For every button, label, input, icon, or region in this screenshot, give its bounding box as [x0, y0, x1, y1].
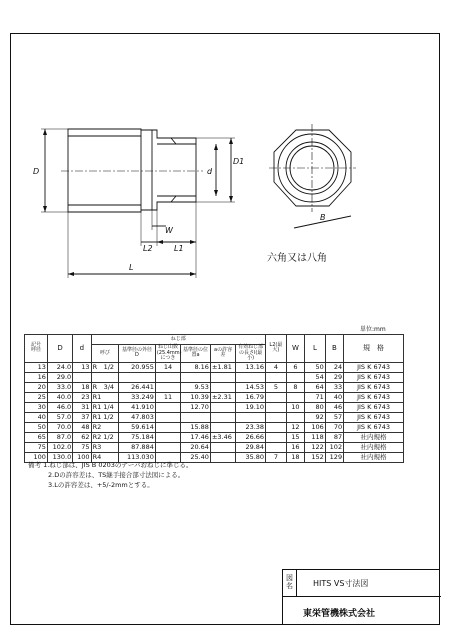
table-cell-od: 33.249: [119, 392, 156, 402]
table-cell-yobi: R1: [91, 392, 119, 402]
col-base-pos: 基準径の位置a: [181, 345, 211, 363]
table-cell-a: [181, 372, 211, 382]
table-cell-L: 71: [305, 392, 326, 402]
remarks: [28, 460, 193, 490]
table-cell-W: [286, 372, 304, 382]
table-cell-yobi: [91, 372, 119, 382]
table-cell-l: 26.66: [236, 432, 266, 442]
table-cell-d: 48: [73, 422, 91, 432]
table-cell-spec: JIS K 6743: [344, 372, 404, 382]
col-L2: L2(最大): [266, 335, 287, 363]
table-cell-D: 87.0: [47, 432, 72, 442]
table-cell-yobi: R1 1/2: [91, 412, 119, 422]
col-nominal: 記号 呼径: [25, 335, 48, 363]
dim-B-label: B: [320, 213, 326, 222]
table-cell-atol: [210, 422, 235, 432]
table-cell-W: [286, 412, 304, 422]
table-cell-od: 41.910: [119, 402, 156, 412]
table-cell-spec: 社内規格: [344, 442, 404, 452]
remark-line: 備考 1.ねじ部は、JIS B 0203のテーパおねじに準じる。: [28, 461, 193, 469]
dim-L2-label: L2: [143, 244, 153, 253]
table-cell-spec: JIS K 6743: [344, 412, 404, 422]
table-cell-L: 92: [305, 412, 326, 422]
table-cell-d: 18: [73, 382, 91, 392]
arrow: [229, 196, 233, 202]
table-cell-od: 26.441: [119, 382, 156, 392]
table-row: [25, 392, 404, 402]
table-cell-tpi: [155, 402, 180, 412]
dim-W-label: W: [165, 226, 173, 235]
arrow: [190, 272, 196, 276]
table-cell-l: 35.80: [236, 452, 266, 462]
table-cell-spec: JIS K 6743: [344, 402, 404, 412]
table-cell-n: 40: [25, 412, 48, 422]
col-W: W: [286, 335, 304, 363]
table-cell-W: 12: [286, 422, 304, 432]
title-row: [283, 570, 441, 597]
table-cell-L2: [266, 422, 287, 432]
table-cell-B: 57: [325, 412, 343, 422]
table-row: [25, 382, 404, 392]
table-cell-L: 50: [305, 362, 326, 372]
title-block: [282, 569, 440, 625]
table-cell-B: 33: [325, 382, 343, 392]
table-row: [25, 362, 404, 372]
table-cell-spec: JIS K 6743: [344, 422, 404, 432]
table-cell-a: 15.88: [181, 422, 211, 432]
table-cell-L2: 4: [266, 362, 287, 372]
table-cell-D: 130.0: [47, 452, 72, 462]
table-cell-L2: 7: [266, 452, 287, 462]
table-cell-W: 6: [286, 362, 304, 372]
table-cell-tpi: [155, 442, 180, 452]
table-cell-l: 14.53: [236, 382, 266, 392]
arrow: [43, 129, 47, 135]
table-cell-atol: ±1.81: [210, 362, 235, 372]
table-cell-L: 152: [305, 452, 326, 462]
table-cell-l: [236, 372, 266, 382]
table-cell-n: 50: [25, 422, 48, 432]
table-cell-L: 122: [305, 442, 326, 452]
col-a-tol: aの許容差: [210, 345, 235, 363]
thread-taper-mark: [171, 138, 176, 202]
table-cell-atol: ±3.46: [210, 432, 235, 442]
table-cell-tpi: [155, 372, 180, 382]
col-B: B: [325, 335, 343, 363]
table-cell-D: 24.0: [47, 362, 72, 372]
table-cell-L: 64: [305, 382, 326, 392]
dim-D1-label: D1: [233, 157, 245, 166]
table-cell-tpi: 14: [155, 362, 180, 372]
table-cell-atol: ±2.31: [210, 392, 235, 402]
table-cell-a: 10.39: [181, 392, 211, 402]
arrow: [214, 190, 218, 196]
col-thread-group: ねじ部: [91, 335, 266, 345]
table-cell-l: [236, 412, 266, 422]
table-row: [25, 402, 404, 412]
arrow: [43, 206, 47, 212]
table-cell-n: 20: [25, 382, 48, 392]
remark-line: 3.Lの許容差は、+5/-2mmとする。: [48, 481, 154, 489]
table-cell-a: 9.53: [181, 382, 211, 392]
table-cell-od: 113.030: [119, 452, 156, 462]
table-cell-B: 70: [325, 422, 343, 432]
table-cell-l: 16.79: [236, 392, 266, 402]
arrow: [157, 240, 163, 244]
table-cell-n: 30: [25, 402, 48, 412]
table-cell-L: 80: [305, 402, 326, 412]
table-cell-a: 12.70: [181, 402, 211, 412]
table-cell-W: 18: [286, 452, 304, 462]
dim-L1-label: L1: [174, 244, 184, 253]
table-cell-L2: 5: [266, 382, 287, 392]
table-cell-L2: [266, 372, 287, 382]
table-row: [25, 412, 404, 422]
table-cell-n: 100: [25, 452, 48, 462]
table-cell-d: 37: [73, 412, 91, 422]
table-cell-spec: JIS K 6743: [344, 392, 404, 402]
table-cell-D: 46.0: [47, 402, 72, 412]
table-cell-l: 23.38: [236, 422, 266, 432]
table-cell-od: 75.184: [119, 432, 156, 442]
table-cell-a: 8.16: [181, 362, 211, 372]
table-cell-atol: [210, 372, 235, 382]
table-cell-B: 46: [325, 402, 343, 412]
col-spec: 規 格: [344, 335, 404, 363]
table-cell-n: 25: [25, 392, 48, 402]
table-cell-L2: [266, 402, 287, 412]
table-cell-spec: 社内規格: [344, 452, 404, 462]
table-cell-atol: [210, 402, 235, 412]
col-D: D: [47, 335, 72, 363]
table-cell-D: 102.0: [47, 442, 72, 452]
col-L: L: [305, 335, 326, 363]
table-cell-od: 59.614: [119, 422, 156, 432]
dimension-table: [24, 334, 404, 463]
table-cell-n: 13: [25, 362, 48, 372]
company-name: 東栄管機株式会社: [303, 609, 376, 619]
table-cell-spec: JIS K 6743: [344, 362, 404, 372]
table-cell-atol: [210, 442, 235, 452]
table-cell-yobi: R4: [91, 452, 119, 462]
table-cell-B: 129: [325, 452, 343, 462]
table-cell-D: 33.0: [47, 382, 72, 392]
table-cell-W: 10: [286, 402, 304, 412]
table-cell-tpi: [155, 412, 180, 422]
table-cell-L2: [266, 412, 287, 422]
table-cell-d: 75: [73, 442, 91, 452]
table-cell-yobi: R 1/2: [91, 362, 119, 372]
table-cell-tpi: 11: [155, 392, 180, 402]
table-cell-d: 31: [73, 402, 91, 412]
table-cell-n: 75: [25, 442, 48, 452]
table-cell-atol: [210, 452, 235, 462]
table-row: [25, 372, 404, 382]
table-cell-W: 8: [286, 382, 304, 392]
hex-caption: 六角又は八角: [267, 253, 327, 264]
technical-drawing: [11, 34, 441, 334]
col-thread-count: ねじ山数(25.4mm)につき: [156, 344, 182, 361]
table-cell-od: [119, 372, 156, 382]
col-d: d: [73, 335, 91, 363]
table-cell-B: 40: [325, 392, 343, 402]
table-cell-d: 100: [73, 452, 91, 462]
table-cell-L2: [266, 442, 287, 452]
arrow: [229, 138, 233, 144]
table-cell-D: 29.0: [47, 372, 72, 382]
table-row: [25, 432, 404, 442]
table-cell-d: 62: [73, 432, 91, 442]
table-cell-a: [181, 412, 211, 422]
remark-line: 2.Dの許容差は、TS継手接合部寸法図による。: [48, 471, 185, 479]
table-cell-n: 16: [25, 372, 48, 382]
table-cell-tpi: [155, 422, 180, 432]
title-label: 図名: [283, 570, 297, 596]
table-cell-B: 24: [325, 362, 343, 372]
table-cell-atol: [210, 412, 235, 422]
arrow: [214, 144, 218, 150]
table-cell-L: 106: [305, 422, 326, 432]
table-cell-B: 102: [325, 442, 343, 452]
dim-L-label: L: [129, 263, 134, 272]
drawing-name: HITS VS寸法図: [313, 579, 369, 588]
table-cell-D: 40.0: [47, 392, 72, 402]
dim-D-label: D: [33, 167, 40, 176]
table-cell-tpi: [155, 382, 180, 392]
table-cell-d: 13: [73, 362, 91, 372]
table-cell-l: 19.10: [236, 402, 266, 412]
unit-label: 単位:mm: [360, 326, 386, 333]
table-cell-spec: JIS K 6743: [344, 382, 404, 392]
arrow: [190, 240, 196, 244]
table-cell-L2: [266, 392, 287, 402]
table-cell-spec: 社内規格: [344, 432, 404, 442]
table-cell-d: 23: [73, 392, 91, 402]
table-cell-od: 20.955: [119, 362, 156, 372]
table-cell-d: [73, 372, 91, 382]
table-cell-yobi: R 3/4: [91, 382, 119, 392]
col-eff-len: 有効ねじ部の長さl(最小): [236, 345, 266, 363]
table-cell-L: 118: [305, 432, 326, 442]
arrow: [68, 272, 74, 276]
table-cell-L2: [266, 432, 287, 442]
table-cell-B: 29: [325, 372, 343, 382]
table-cell-L: 54: [305, 372, 326, 382]
table-cell-a: 20.64: [181, 442, 211, 452]
table-cell-yobi: R3: [91, 442, 119, 452]
table-cell-yobi: R2 1/2: [91, 432, 119, 442]
table-cell-yobi: R1 1/4: [91, 402, 119, 412]
table-cell-W: 16: [286, 442, 304, 452]
table-cell-l: 13.16: [236, 362, 266, 372]
table-cell-yobi: R2: [91, 422, 119, 432]
table-cell-atol: [210, 382, 235, 392]
table-cell-D: 70.0: [47, 422, 72, 432]
col-yobi: 呼び: [91, 345, 119, 363]
table-cell-B: 87: [325, 432, 343, 442]
dim-d-label: d: [207, 167, 213, 176]
table-cell-W: 15: [286, 432, 304, 442]
table-cell-D: 57.0: [47, 412, 72, 422]
table-row: [25, 422, 404, 432]
table-cell-od: 87.884: [119, 442, 156, 452]
table-cell-a: 17.46: [181, 432, 211, 442]
table-row: [25, 442, 404, 452]
table-cell-W: [286, 392, 304, 402]
socket-body-outline: [68, 129, 196, 212]
table-cell-n: 65: [25, 432, 48, 442]
table-cell-a: 25.40: [181, 452, 211, 462]
table-cell-l: 29.84: [236, 442, 266, 452]
table-cell-od: 47.803: [119, 412, 156, 422]
col-base-dia: 基準径の外径D: [119, 345, 156, 363]
table-cell-tpi: [155, 432, 180, 442]
